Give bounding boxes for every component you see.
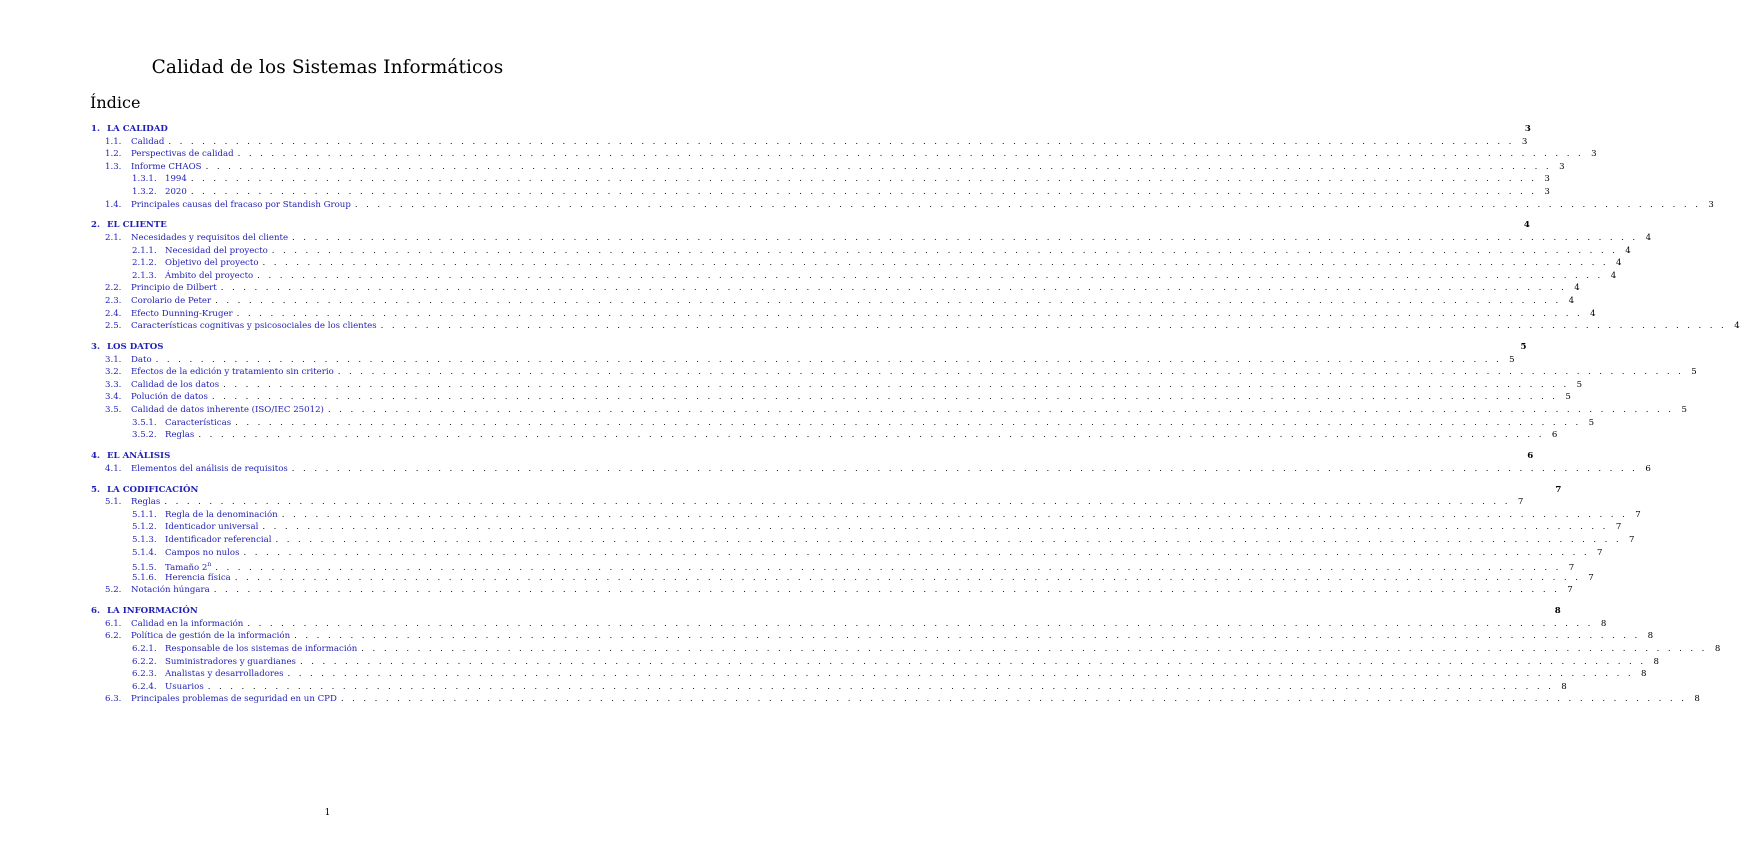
toc-entry-page: 7 [1568,563,1575,574]
toc-entry[interactable] [91,232,1652,245]
toc-entry-number: 5. [91,484,100,495]
toc-entry-label: Principio de Dilbert [131,283,217,294]
toc-entry-number: 3.5. [105,405,122,416]
toc-entry-label: Características cognitivas y psicosociales de los clientes [131,321,377,332]
toc-entry-page: 4 [1574,283,1580,294]
toc-entry-page: 5 [1681,405,1687,416]
toc-entry-number: 6.2.3. [132,669,157,680]
toc-entry-label: Objetivo del proyecto [165,258,259,269]
toc-entry-label: Necesidades y requisitos del cliente [131,233,289,244]
dot-leader: . . . . . . . . . . . . . . . . . . . . . . . . . . . . . . . . . . . . . . . . . . . . . . . . . . . . . . . . . . . . . . . . . . . . . . . . . . . . . . . . . . . . . . . . . . . . . . . . . . . . . . . . . . . . . . . . . . . . . . . . [155,354,1502,365]
toc-entry-label: 1994 [165,174,187,185]
table-of-contents [91,123,1740,706]
toc-entry-label: Calidad de los datos [131,379,220,390]
toc-entry-number: 1.2. [105,149,122,160]
toc-entry-label: EL ANÁLISIS [107,451,171,462]
toc-entry-label: Tamaño 2$^n$ [165,561,212,574]
toc-entry-label: LA INFORMACIÓN [107,606,198,617]
dot-leader: . . . . . . . . . . . . . . . . . . . . . . . . . . . . . . . . . . . . . . . . . . . . . . . . . . . . . . . . . . . . . . . . . . . . . . . . . . . . . . . . . . . . . . . . . . . . . . . . . . . . . . . . . . . . . . . . . . . . . . . . [294,631,1641,642]
toc-entry-label: Política de gestión de la información [131,631,291,642]
toc-entry-page: 6 [1527,451,1534,462]
toc-entry-label: Principales problemas de seguridad en un CPD [131,694,337,705]
document-title: Calidad de los Sistemas Informáticos [151,57,504,78]
toc-entry-page: 5 [1588,417,1595,428]
toc-entry-number: 5.1.3. [132,535,157,545]
dot-leader: . . . . . . . . . . . . . . . . . . . . . . . . . . . . . . . . . . . . . . . . . . . . . . . . . . . . . . . . . . . . . . . . . . . . . . . . . . . . . . . . . . . . . . . . . . . . . . . . . . . . . . . . . . . . . . . . . . . . . . . . [292,233,1639,244]
toc-entry-number: 2.5. [105,321,122,332]
toc-entry-number: 6.3. [105,694,122,705]
toc-entry-label: Principales causas del fracaso por Standish Group [131,199,351,210]
toc-entry-label: Calidad [131,136,165,147]
toc-entry-number: 2.1.2. [132,258,157,269]
dot-leader: . . . . . . . . . . . . . . . . . . . . . . . . . . . . . . . . . . . . . . . . . . . . . . . . . . . . . . . . . . . . . . . . . . . . . . . . . . . . . . . . . . . . . . . . . . . . . . . . . . . . . . . . . . . . . . . . . . . . . . . . [235,417,1582,428]
dot-leader: . . . . . . . . . . . . . . . . . . . . . . . . . . . . . . . . . . . . . . . . . . . . . . . . . . . . . . . . . . . . . . . . . . . . . . . . . . . . . . . . . . . . . . . . . . . . . . . . . . . . . . . . . . . . . . . . . . . . . . . . [291,463,1638,474]
toc-entry-label: Reglas [131,497,161,508]
toc-entry-label: LA CALIDAD [107,124,168,134]
toc-entry-number: 1.3. [105,161,122,172]
toc-entry-page: 5 [1565,392,1571,403]
dot-leader: . . . . . . . . . . . . . . . . . . . . . . . . . . . . . . . . . . . . . . . . . . . . . . . . . . . . . . . . . . . . . . . . . . . . . . . . . . . . . . . . . . . . . . . . . . . . . . . . . . . . . . . . . . . . . . . . . . . . . . . . [380,321,1727,332]
toc-entry[interactable] [91,199,1714,212]
toc-entry-page: 3 [1708,199,1714,210]
toc-entry[interactable] [91,463,1651,476]
toc-entry-page: 8 [1600,618,1607,629]
dot-leader: . . . . . . . . . . . . . . . . . . . . . . . . . . . . . . . . . . . . . . . . . . . . . . . . . . . . . . . . . . . . . . . . . . . . . . . . . . . . . . . . . . . . . . . . . . . . . . . . . . . . . . . . . . . . . . . . . . . . . . . . [168,136,1515,147]
toc-entry-label: Perspectivas de calidad [131,149,234,160]
toc-entry[interactable] [91,450,1534,463]
toc-entry-number: 6.2. [105,631,122,642]
toc-entry-number: 3. [91,342,100,353]
toc-entry-number: 6.2.1. [132,644,157,655]
toc-entry-label: Efectos de la edición y tratamiento sin criterio [131,367,334,378]
dot-leader: . . . . . . . . . . . . . . . . . . . . . . . . . . . . . . . . . . . . . . . . . . . . . . . . . . . . . . . . . . . . . . . . . . . . . . . . . . . . . . . . . . . . . . . . . . . . . . . . . . . . . . . . . . . . . . . . . . . . . . . . [299,656,1646,667]
toc-entry[interactable] [91,354,1515,367]
toc-entry-number: 2.3. [105,296,122,307]
toc-entry-label: Informe CHAOS [131,161,202,172]
toc-entry-number: 5.1.2. [132,522,157,533]
toc-entry-page: 5 [1576,379,1583,390]
toc-entry-number: 2.1.1. [132,245,157,256]
toc-entry-page: 3 [1544,174,1550,185]
dot-leader: . . . . . . . . . . . . . . . . . . . . . . . . . . . . . . . . . . . . . . . . . . . . . . . . . . . . . . . . . . . . . . . . . . . . . . . . . . . . . . . . . . . . . . . . . . . . . . . . . . . . . . . . . . . . . . . . . . . . . . . . [361,644,1708,655]
dot-leader: . . . . . . . . . . . . . . . . . . . . . . . . . . . . . . . . . . . . . . . . . . . . . . . . . . . . . . . . . . . . . . . . . . . . . . . . . . . . . . . . . . . . . . . . . . . . . . . . . . . . . . . . . . . . . . . . . . . . . . . . [262,522,1609,533]
toc-entry-number: 2. [91,220,100,231]
toc-entry-page: 7 [1567,585,1573,596]
toc-entry[interactable] [91,534,1635,547]
toc-entry-number: 5.1.6. [132,572,157,583]
dot-leader: . . . . . . . . . . . . . . . . . . . . . . . . . . . . . . . . . . . . . . . . . . . . . . . . . . . . . . . . . . . . . . . . . . . . . . . . . . . . . . . . . . . . . . . . . . . . . . . . . . . . . . . . . . . . . . . . . . . . . . . . [215,296,1562,307]
dot-leader: . . . . . . . . . . . . . . . . . . . . . . . . . . . . . . . . . . . . . . . . . . . . . . . . . . . . . . . . . . . . . . . . . . . . . . . . . . . . . . . . . . . . . . . . . . . . . . . . . . . . . . . . . . . . . . . . . . . . . . . . [164,497,1511,508]
toc-entry-page: 6 [1551,430,1558,441]
dot-leader: . . . . . . . . . . . . . . . . . . . . . . . . . . . . . . . . . . . . . . . . . . . . . . . . . . . . . . . . . . . . . . . . . . . . . . . . . . . . . . . . . . . . . . . . . . . . . . . . . . . . . . . . . . . . . . . . . . . . . . . . [281,509,1628,520]
toc-entry-page: 3 [1544,186,1550,197]
toc-entry-page: 3 [1521,136,1528,147]
dot-leader: . . . . . . . . . . . . . . . . . . . . . . . . . . . . . . . . . . . . . . . . . . . . . . . . . . . . . . . . . . . . . . . . . . . . . . . . . . . . . . . . . . . . . . . . . . . . . . . . . . . . . . . . . . . . . . . . . . . . . . . . [223,379,1570,390]
dot-leader: . . . . . . . . . . . . . . . . . . . . . . . . . . . . . . . . . . . . . . . . . . . . . . . . . . . . . . . . . . . . . . . . . . . . . . . . . . . . . . . . . . . . . . . . . . . . . . . . . . . . . . . . . . . . . . . . . . . . . . . . [287,669,1634,680]
toc-entry-page: 7 [1555,484,1562,495]
toc-entry[interactable] [91,605,1561,618]
dot-leader: . . . . . . . . . . . . . . . . . . . . . . . . . . . . . . . . . . . . . . . . . . . . . . . . . . . . . . . . . . . . . . . . . . . . . . . . . . . . . . . . . . . . . . . . . . . . . . . . . . . . . . . . . . . . . . . . . . . . . . . . [243,547,1590,558]
toc-entry-page: 4 [1645,233,1652,244]
toc-entry-label: LOS DATOS [107,342,164,353]
dot-leader: . . . . . . . . . . . . . . . . . . . . . . . . . . . . . . . . . . . . . . . . . . . . . . . . . . . . . . . . . . . . . . . . . . . . . . . . . . . . . . . . . . . . . . . . . . . . . . . . . . . . . . . . . . . . . . . . . . . . . . . . [275,535,1622,545]
toc-entry-label: Reglas [165,430,195,441]
toc-entry[interactable] [91,417,1595,430]
toc-entry-number: 2.4. [105,308,122,319]
toc-entry[interactable] [91,308,1596,321]
dot-leader: . . . . . . . . . . . . . . . . . . . . . . . . . . . . . . . . . . . . . . . . . . . . . . . . . . . . . . . . . . . . . . . . . . . . . . . . . . . . . . . . . . . . . . . . . . . . . . . . . . . . . . . . . . . . . . . . . . . . . . . . [262,258,1609,269]
toc-entry-number: 3.1. [105,354,122,365]
toc-entry-number: 3.4. [105,392,122,403]
toc-entry[interactable] [91,618,1607,631]
toc-entry-label: Responsable de los sistemas de información [165,644,358,655]
toc-entry[interactable] [91,136,1528,149]
toc-entry-number: 5.1. [105,497,122,508]
toc-entry-number: 2.1.3. [132,270,157,281]
toc-entry-number: 5.1.5. [132,563,157,574]
dot-leader: . . . . . . . . . . . . . . . . . . . . . . . . . . . . . . . . . . . . . . . . . . . . . . . . . . . . . . . . . . . . . . . . . . . . . . . . . . . . . . . . . . . . . . . . . . . . . . . . . . . . . . . . . . . . . . . . . . . . . . . . [236,308,1583,319]
dot-leader: . . . . . . . . . . . . . . . . . . . . . . . . . . . . . . . . . . . . . . . . . . . . . . . . . . . . . . . . . . . . . . . . . . . . . . . . . . . . . . . . . . . . . . . . . . . . . . . . . . . . . . . . . . . . . . . . . . . . . . . . [207,681,1554,692]
toc-entry-number: 5.1.4. [132,547,157,558]
dot-leader: . . . . . . . . . . . . . . . . . . . . . . . . . . . . . . . . . . . . . . . . . . . . . . . . . . . . . . . . . . . . . . . . . . . . . . . . . . . . . . . . . . . . . . . . . . . . . . . . . . . . . . . . . . . . . . . . . . . . . . . . [247,618,1594,629]
toc-entry-number: 6.2.4. [132,681,157,692]
dot-leader: . . . . . . . . . . . . . . . . . . . . . . . . . . . . . . . . . . . . . . . . . . . . . . . . . . . . . . . . . . . . . . . . . . . . . . . . . . . . . . . . . . . . . . . . . . . . . . . . . . . . . . . . . . . . . . . . . . . . . . . . [257,270,1604,281]
toc-entry[interactable] [91,173,1550,186]
toc-entry-page: 8 [1647,631,1654,642]
toc-entry-superscript: n [207,561,212,569]
toc-entry-page: 7 [1597,547,1603,558]
toc-entry[interactable] [91,245,1631,258]
toc-entry-number: 2.2. [105,283,122,294]
toc-entry-page: 6 [1645,463,1651,474]
dot-leader: . . . . . . . . . . . . . . . . . . . . . . . . . . . . . . . . . . . . . . . . . . . . . . . . . . . . . . . . . . . . . . . . . . . . . . . . . . . . . . . . . . . . . . . . . . . . . . . . . . . . . . . . . . . . . . . . . . . . . . . . [237,149,1584,160]
toc-entry-page: 7 [1615,522,1622,533]
toc-entry-label: 2020 [165,186,187,197]
toc-entry-number: 6.2.2. [132,656,157,667]
toc-entry-label: Necesidad del proyecto [165,245,268,256]
toc-entry-page: 4 [1590,308,1596,319]
toc-entry-page: 8 [1714,644,1721,655]
toc-entry-page: 8 [1641,669,1647,680]
toc-entry-number: 1.3.1. [132,174,157,185]
toc-entry[interactable] [91,668,1647,681]
toc-entry-label: Dato [131,354,152,365]
toc-entry-label: Calidad de datos inherente (ISO/IEC 25012) [131,405,324,416]
dot-leader: . . . . . . . . . . . . . . . . . . . . . . . . . . . . . . . . . . . . . . . . . . . . . . . . . . . . . . . . . . . . . . . . . . . . . . . . . . . . . . . . . . . . . . . . . . . . . . . . . . . . . . . . . . . . . . . . . . . . . . . . [234,572,1581,583]
dot-leader: . . . . . . . . . . . . . . . . . . . . . . . . . . . . . . . . . . . . . . . . . . . . . . . . . . . . . . . . . . . . . . . . . . . . . . . . . . . . . . . . . . . . . . . . . . . . . . . . . . . . . . . . . . . . . . . . . . . . . . . . [354,199,1701,210]
toc-entry-page: 7 [1635,509,1641,520]
toc-entry-page: 3 [1524,124,1531,134]
toc-entry-number: 4.1. [105,463,122,474]
toc-entry-label: Corolario de Peter [131,296,212,307]
toc-entry[interactable] [91,161,1565,174]
toc-entry-page: 4 [1523,220,1530,231]
toc-entry[interactable] [91,295,1575,308]
toc-entry-label: Herencia física [165,572,231,583]
toc-entry[interactable] [91,643,1721,656]
page-number: 1 [324,808,331,818]
toc-entry-number: 2.1. [105,233,122,244]
toc-entry[interactable] [91,429,1558,442]
toc-entry-page: 3 [1591,149,1597,160]
toc-entry-number: 1.1. [105,136,122,147]
toc-entry[interactable] [91,282,1580,295]
toc-entry[interactable] [91,123,1531,136]
toc-entry-number: 1.4. [105,199,122,210]
dot-leader: . . . . . . . . . . . . . . . . . . . . . . . . . . . . . . . . . . . . . . . . . . . . . . . . . . . . . . . . . . . . . . . . . . . . . . . . . . . . . . . . . . . . . . . . . . . . . . . . . . . . . . . . . . . . . . . . . . . . . . . . [213,585,1560,596]
toc-entry-page: 4 [1568,296,1575,307]
toc-entry[interactable] [91,572,1594,585]
toc-entry[interactable] [91,656,1659,669]
toc-entry-page: 7 [1629,535,1635,545]
dot-leader: . . . . . . . . . . . . . . . . . . . . . . . . . . . . . . . . . . . . . . . . . . . . . . . . . . . . . . . . . . . . . . . . . . . . . . . . . . . . . . . . . . . . . . . . . . . . . . . . . . . . . . . . . . . . . . . . . . . . . . . . [190,174,1537,185]
toc-entry[interactable] [91,584,1573,597]
toc-entry-label: Campos no nulos [165,547,240,558]
toc-entry-label: Efecto Dunning-Kruger [131,308,233,319]
toc-entry-number: 3.5.1. [132,417,157,428]
toc-entry-page: 8 [1561,681,1567,692]
toc-entry-number: 5.1.1. [132,509,157,520]
dot-leader: . . . . . . . . . . . . . . . . . . . . . . . . . . . . . . . . . . . . . . . . . . . . . . . . . . . . . . . . . . . . . . . . . . . . . . . . . . . . . . . . . . . . . . . . . . . . . . . . . . . . . . . . . . . . . . . . . . . . . . . . [215,563,1562,574]
toc-entry-label: Polución de datos [131,392,208,403]
toc-entry[interactable] [91,391,1571,404]
toc-entry[interactable] [91,521,1622,534]
toc-entry[interactable] [91,404,1687,417]
toc-entry-page: 7 [1588,572,1594,583]
toc-entry-label: Regla de la denominación [165,509,278,520]
toc-entry[interactable] [91,366,1697,379]
toc-entry[interactable] [91,148,1597,161]
toc-entry[interactable] [91,681,1567,694]
dot-leader: . . . . . . . . . . . . . . . . . . . . . . . . . . . . . . . . . . . . . . . . . . . . . . . . . . . . . . . . . . . . . . . . . . . . . . . . . . . . . . . . . . . . . . . . . . . . . . . . . . . . . . . . . . . . . . . . . . . . . . . . [337,367,1684,378]
toc-entry-number: 6. [91,606,100,617]
toc-entry[interactable] [91,509,1641,522]
toc-entry-label: Analistas y desarrolladores [165,669,284,680]
toc-entry[interactable] [91,219,1530,232]
toc-entry[interactable] [91,559,1575,574]
toc-entry-number: 3.5.2. [132,430,157,441]
toc-entry-page: 5 [1509,354,1515,365]
dot-leader: . . . . . . . . . . . . . . . . . . . . . . . . . . . . . . . . . . . . . . . . . . . . . . . . . . . . . . . . . . . . . . . . . . . . . . . . . . . . . . . . . . . . . . . . . . . . . . . . . . . . . . . . . . . . . . . . . . . . . . . . [327,405,1674,416]
toc-entry-label: Ámbito del proyecto [165,270,254,281]
toc-entry-page: 4 [1616,258,1622,269]
toc-entry-label: Identificador referencial [165,535,272,545]
dot-leader: . . . . . . . . . . . . . . . . . . . . . . . . . . . . . . . . . . . . . . . . . . . . . . . . . . . . . . . . . . . . . . . . . . . . . . . . . . . . . . . . . . . . . . . . . . . . . . . . . . . . . . . . . . . . . . . . . . . . . . . . [190,186,1537,197]
toc-entry-label: Características [165,417,232,428]
toc-entry-page: 5 [1520,342,1527,353]
toc-entry[interactable] [91,547,1603,560]
toc-entry-label: Usuarios [165,681,204,692]
toc-entry-page: 8 [1653,656,1659,667]
toc-entry-page: 8 [1694,694,1700,705]
toc-entry[interactable] [91,379,1583,392]
toc-entry-page: 7 [1517,497,1524,508]
toc-entry[interactable] [91,630,1654,643]
dot-leader: . . . . . . . . . . . . . . . . . . . . . . . . . . . . . . . . . . . . . . . . . . . . . . . . . . . . . . . . . . . . . . . . . . . . . . . . . . . . . . . . . . . . . . . . . . . . . . . . . . . . . . . . . . . . . . . . . . . . . . . . [211,392,1558,403]
toc-entry-number: 3.2. [105,367,122,378]
toc-entry[interactable] [91,496,1524,509]
toc-entry-number: 5.2. [105,585,122,596]
toc-entry[interactable] [91,484,1562,497]
dot-leader: . . . . . . . . . . . . . . . . . . . . . . . . . . . . . . . . . . . . . . . . . . . . . . . . . . . . . . . . . . . . . . . . . . . . . . . . . . . . . . . . . . . . . . . . . . . . . . . . . . . . . . . . . . . . . . . . . . . . . . . . [205,161,1552,172]
toc-entry-label: Notación húngara [131,585,210,596]
toc-entry[interactable] [91,257,1622,270]
dot-leader: . . . . . . . . . . . . . . . . . . . . . . . . . . . . . . . . . . . . . . . . . . . . . . . . . . . . . . . . . . . . . . . . . . . . . . . . . . . . . . . . . . . . . . . . . . . . . . . . . . . . . . . . . . . . . . . . . . . . . . . . [220,283,1567,294]
toc-entry-label: LA CODIFICACIÓN [107,484,199,495]
toc-entry-label: Suministradores y guardianes [165,656,296,667]
toc-entry-number: 1.3.2. [132,186,157,197]
toc-entry[interactable] [91,693,1700,706]
toc-entry-page: 4 [1734,321,1740,332]
toc-entry-label: EL CLIENTE [107,220,167,231]
toc-entry-number: 6.1. [105,618,122,629]
toc-entry-page: 4 [1610,270,1617,281]
toc-entry-page: 5 [1691,367,1697,378]
toc-entry-label: Identicador universal [165,522,259,533]
dot-leader: . . . . . . . . . . . . . . . . . . . . . . . . . . . . . . . . . . . . . . . . . . . . . . . . . . . . . . . . . . . . . . . . . . . . . . . . . . . . . . . . . . . . . . . . . . . . . . . . . . . . . . . . . . . . . . . . . . . . . . . . [340,694,1687,705]
toc-entry[interactable] [91,320,1740,333]
toc-entry-page: 4 [1625,245,1631,256]
toc-entry-page: 3 [1559,161,1565,172]
toc-entry-label: Elementos del análisis de requisitos [131,463,288,474]
toc-entry-label: Calidad en la información [131,618,244,629]
toc-entry-number: 1. [91,124,100,134]
dot-leader: . . . . . . . . . . . . . . . . . . . . . . . . . . . . . . . . . . . . . . . . . . . . . . . . . . . . . . . . . . . . . . . . . . . . . . . . . . . . . . . . . . . . . . . . . . . . . . . . . . . . . . . . . . . . . . . . . . . . . . . . [271,245,1618,256]
toc-entry-number: 3.3. [105,379,122,390]
toc-entry[interactable] [91,341,1527,354]
toc-entry[interactable] [91,186,1550,199]
dot-leader: . . . . . . . . . . . . . . . . . . . . . . . . . . . . . . . . . . . . . . . . . . . . . . . . . . . . . . . . . . . . . . . . . . . . . . . . . . . . . . . . . . . . . . . . . . . . . . . . . . . . . . . . . . . . . . . . . . . . . . . . [198,430,1545,441]
toc-entry-page: 8 [1554,606,1561,617]
toc-entry-number: 4. [91,451,100,462]
toc-entry[interactable] [91,270,1617,283]
toc-heading: Índice [90,93,141,112]
